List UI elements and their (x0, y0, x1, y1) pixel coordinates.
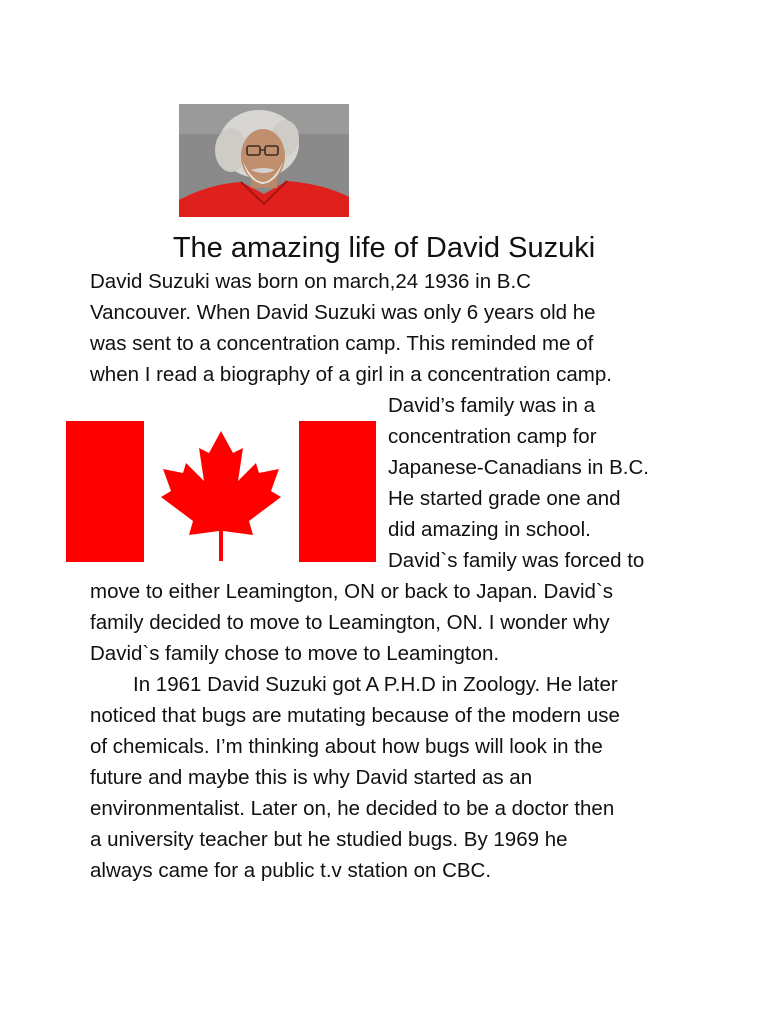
text-line: David Suzuki was born on march,24 1936 in B.C (90, 270, 531, 293)
text-line: environmentalist. Later on, he decided to be a doctor then (90, 797, 615, 820)
text-line: move to either Leamington, ON or back to Japan. David`s (90, 580, 614, 603)
text-line: David`s family chose to move to Leamington. (90, 642, 500, 665)
text-line: family decided to move to Leamington, ON. I wonder why (90, 611, 610, 634)
canada-flag-image (66, 421, 376, 562)
text-line: noticed that bugs are mutating because of the modern use (90, 704, 620, 727)
text-line: when I read a biography of a girl in a concentration camp. (90, 363, 612, 386)
text-line: was sent to a concentration camp. This reminded me of (90, 332, 594, 355)
page-title: The amazing life of David Suzuki (172, 232, 596, 264)
text-line: Vancouver. When David Suzuki was only 6 years old he (90, 301, 596, 324)
text-line: future and maybe this is why David started as an (90, 766, 533, 789)
portrait-photo (179, 104, 349, 217)
text-line: In 1961 David Suzuki got A P.H.D in Zoology. He later (133, 673, 618, 696)
text-line: always came for a public t.v station on CBC. (90, 859, 492, 882)
text-line: He started grade one and (388, 487, 621, 510)
text-line: concentration camp for (388, 425, 597, 448)
text-line: did amazing in school. (388, 518, 591, 541)
text-line: a university teacher but he studied bugs. By 1969 he (90, 828, 568, 851)
text-line: Japanese-Canadians in B.C. (388, 456, 649, 479)
text-line: David’s family was in a (388, 394, 595, 417)
text-line: of chemicals. I’m thinking about how bugs will look in the (90, 735, 603, 758)
text-line: David`s family was forced to (388, 549, 645, 572)
